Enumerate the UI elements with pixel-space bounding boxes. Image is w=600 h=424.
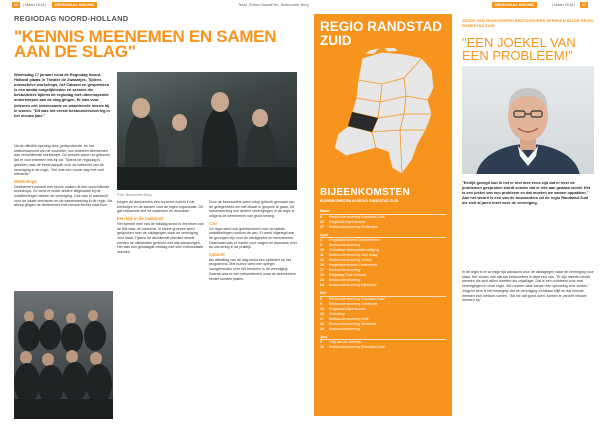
event-title: Bestuurdersoverleg Rijnmond <box>329 283 377 287</box>
event-date: 10 <box>320 248 324 252</box>
event-title: Bestuurdersoverleg Leiden <box>329 258 372 262</box>
intro-paragraph: Woensdag 17 januari vond de Regiodag Noord-Holland plaats in Theater de Zwaantjes. Tijdens interactieve workshops, het Cabaret en gesprekken is een aantal mogelijkheden en sessies die bestuurders tijdens de regiodag met uiteenlopende onderwerpen aan de slag gingen. Er was voor iedereen een interessante en waardevolle sessie bij te wonen. "Dit was het eerste bestuurdersoverleg in het nieuwe jaar." <box>14 72 110 118</box>
event-title: Regiodag Zuid-Holland <box>329 273 366 277</box>
body-col3-text3: Als afsluiting van de dag stond een optreden op het programma. Met humor werd een spiegel voorgehouden over het besturen in de vereniging. Daarna was er een netwerkborrel waar de deelnemers verder konden praten. <box>209 257 296 281</box>
event-title: Bestuurdersoverleg Randstad Zuid <box>329 345 385 349</box>
event-title: Workshop Informatiebeveiliging <box>329 248 380 252</box>
event-title: Bestuurdersoverleg Den Haag <box>329 253 378 257</box>
photo-caption: Foto: Bestuurder Breg <box>117 193 152 197</box>
event-date: 11 <box>320 253 324 257</box>
event-title: Bestuurdersoverleg <box>329 278 361 282</box>
body-col1-text: Na de officiële opening door gedeputeerde, en het welkomstwoord van de voorzitter, kon iedereen deelnemen aan verschillende workshops. De sessies waren zo gekozen dat er voor iedereen iets bij zat. Tijdens de regiodag is gekeken naar de beste aanpak voor de toekomst van de vereniging in de regio. "Het was een mooie dag met veel interactie." <box>14 144 110 177</box>
subheading-toekomst: Een kijk in de toekomst <box>117 216 164 222</box>
event-row <box>320 345 446 350</box>
event-date: 16 <box>320 311 324 316</box>
event-title: Bestuurdersoverleg Delft <box>329 316 369 321</box>
event-title: Dag van de Omroep <box>329 340 362 344</box>
event-date: 24 <box>320 326 324 331</box>
body-column-3 <box>209 200 297 281</box>
event-date: 19 <box>320 273 324 277</box>
event-title: Regiobijeenkomst Drechtsteden <box>329 238 380 242</box>
credit-author: Ruben Nauta <box>249 3 272 7</box>
interview-intro: "Eerlijk gezegd kan ik het er niet mee eens zijn dat er over de problemen gesproken wordt zonder dat er iets aan gedaan wordt. Het is een joekel van een probleem en dat moeten we samen oppakken." Aan het woord is een van de bestuurders uit de regio Randstad Zuid die zich al jaren inzet voor de vereniging. <box>462 180 591 206</box>
interview-quote: "EEN JOEKEL VAN EEN PROBLEEM!" <box>462 35 576 63</box>
body-column-2 <box>117 200 204 255</box>
event-month-heading: Mei <box>320 291 446 297</box>
right-page <box>300 0 600 424</box>
event-date: 16 <box>320 263 324 267</box>
event-title: Bestuurdersoverleg <box>329 243 361 247</box>
event-title: Bestuurdersoverleg Randstad Zuid <box>329 296 385 301</box>
credit-photographer: Bestuurder Breg <box>281 3 309 7</box>
event-date: 9 <box>320 301 322 306</box>
event-title: Bestuurdersoverleg Randstad Zuid <box>329 214 385 219</box>
event-date: 22 <box>320 321 324 326</box>
headline: "KENNIS MEENEMEN EN SAMEN AAN DE SLAG" <box>14 27 277 61</box>
event-date: 17 <box>320 316 324 321</box>
event-title: Regiobijeenkomst Zoetermeer <box>329 263 378 267</box>
left-publication: | Maart 2018 | <box>23 3 47 7</box>
event-title: Bestuurdersoverleg Dordrecht <box>329 301 377 306</box>
subheading-workshops: Workshops <box>14 178 37 184</box>
body-column-1 <box>14 144 113 208</box>
right-page-number: 07 <box>581 3 587 7</box>
event-date: 24 <box>320 283 324 287</box>
event-date: 23 <box>320 278 324 282</box>
event-date: 12 <box>320 345 324 349</box>
body-col3-text2: De regio werd ook geïnformeerd over de laatste ontwikkelingen rondom de cao. Er werd uitgelegd wat de gevolgen zijn voor de werkgevers en werknemers. Daarnaast was er ruimte voor vragen en discussie over de uitvoering in de praktijk. <box>209 226 297 250</box>
event-date: 8 <box>320 214 322 219</box>
audience-photo <box>14 291 113 419</box>
event-month-heading: Maart <box>320 209 446 215</box>
event-title: Bestuurdersoverleg Rotterdam <box>329 224 378 229</box>
event-date: 4 <box>320 238 322 242</box>
event-date: 17 <box>320 268 324 272</box>
left-section-tag: REGIONAAL NIEUWS <box>52 2 97 8</box>
body-col1-text2: Deelnemers konden een keuze maken uit drie verschillende workshops. Zo werd er onder andere stilgestaan bij de ontwikkelingen binnen de vereniging. Ook was er aandacht voor de lokale omroepen en de samenwerking in de regio. Na afloop gingen de deelnemers met nieuwe kennis naar huis. <box>14 184 113 208</box>
event-date: 27 <box>320 224 324 229</box>
right-section-tag: REGIONAAL NIEUWS <box>492 2 537 8</box>
left-page-number: 06 <box>13 3 19 7</box>
credit-photo-label: Foto <box>271 3 279 7</box>
event-date: 22 <box>320 219 324 224</box>
event-row <box>320 225 446 230</box>
event-date: 5 <box>320 243 322 247</box>
event-title: Regionale bijeenkomst <box>329 306 366 311</box>
event-title: Workshop <box>329 311 346 316</box>
event-date: 5 <box>320 340 322 344</box>
event-title: Bestuurdersoverleg <box>329 268 361 272</box>
event-month-heading: April <box>320 233 446 239</box>
event-date: 15 <box>320 306 324 311</box>
event-date: 8 <box>320 296 322 301</box>
event-title: Bestuurdersoverleg <box>329 326 361 331</box>
event-row <box>320 327 446 332</box>
bijeenkomsten-subtitle: BIJEENKOMSTEN IN REGIO RANDSTAD ZUID <box>320 199 399 203</box>
subheading-cabaret: Cabaret <box>209 252 225 258</box>
interview-label: ZESDE VAN ZESHONDERD BESTUURDERS SPREKEN BIJ DE REGIO RANDSTAD ZUID <box>462 18 594 29</box>
credit-text-label: Tekst <box>238 3 247 7</box>
event-date: 12 <box>320 258 324 262</box>
bijeenkomsten-title: BIJEENKOMSTEN <box>320 187 411 198</box>
event-list <box>320 206 446 350</box>
netherlands-map-icon <box>322 48 442 178</box>
right-publication: | Maart 2018 | <box>552 3 576 7</box>
portrait-photo <box>462 66 594 174</box>
event-title: Bestuurdersoverleg Westland <box>329 321 377 326</box>
interview-body: In de regio is er al enige tijd aandacht voor de uitdagingen waar de vereniging voor staat. Het vinden van nieuwe bestuurders is daar een van. "Er zijn steeds minder mensen die zich willen inzetten als vrijwilliger. Dat is een probleem voor veel verenigingen in onze regio. We moeten daar samen een oplossing voor vinden." Volgens hem is het belangrijk dat de vereniging zichtbaar blijft en dat nieuwe mensen zich welkom voelen. "Als we dat goed doen, komen er vanzelf nieuwe mensen bij." <box>462 270 594 303</box>
body-col3-text: Door de bestuurders werd volop gebruik gemaakt van de gelegenheid om met elkaar in gesprek te gaan. De samenwerking met andere verenigingen in de regio is volgens de deelnemers van groot belang. <box>209 200 295 219</box>
event-title: Regionale bijeenkomst <box>329 219 366 224</box>
section-label: REGIODAG NOORD-HOLLAND <box>14 14 129 23</box>
event-month-heading: Juni <box>320 335 446 341</box>
body-col2-text2: Het tweede deel van de middag stond in het teken van de blik naar de toekomst. In kleine groepen werd gesproken over de uitdagingen waar de vereniging voor staat. Tijdens de afsluitende plenaire sessie werden de uitkomsten gedeeld met alle aanwezigen. Het was een geslaagde middag met veel enthousiaste reacties. <box>117 221 204 255</box>
region-title: REGIO RANDSTAD ZUID <box>320 19 443 48</box>
event-photo <box>117 72 297 190</box>
body-col2-text: kregen de deelnemers een concreet inzicht in de werkwijze en de kansen voor de eigen organisatie. Dit gaf voldoende stof tot nadenken en discussie. <box>117 200 203 214</box>
event-row <box>320 283 446 288</box>
subheading-cao: Cao <box>209 220 217 226</box>
